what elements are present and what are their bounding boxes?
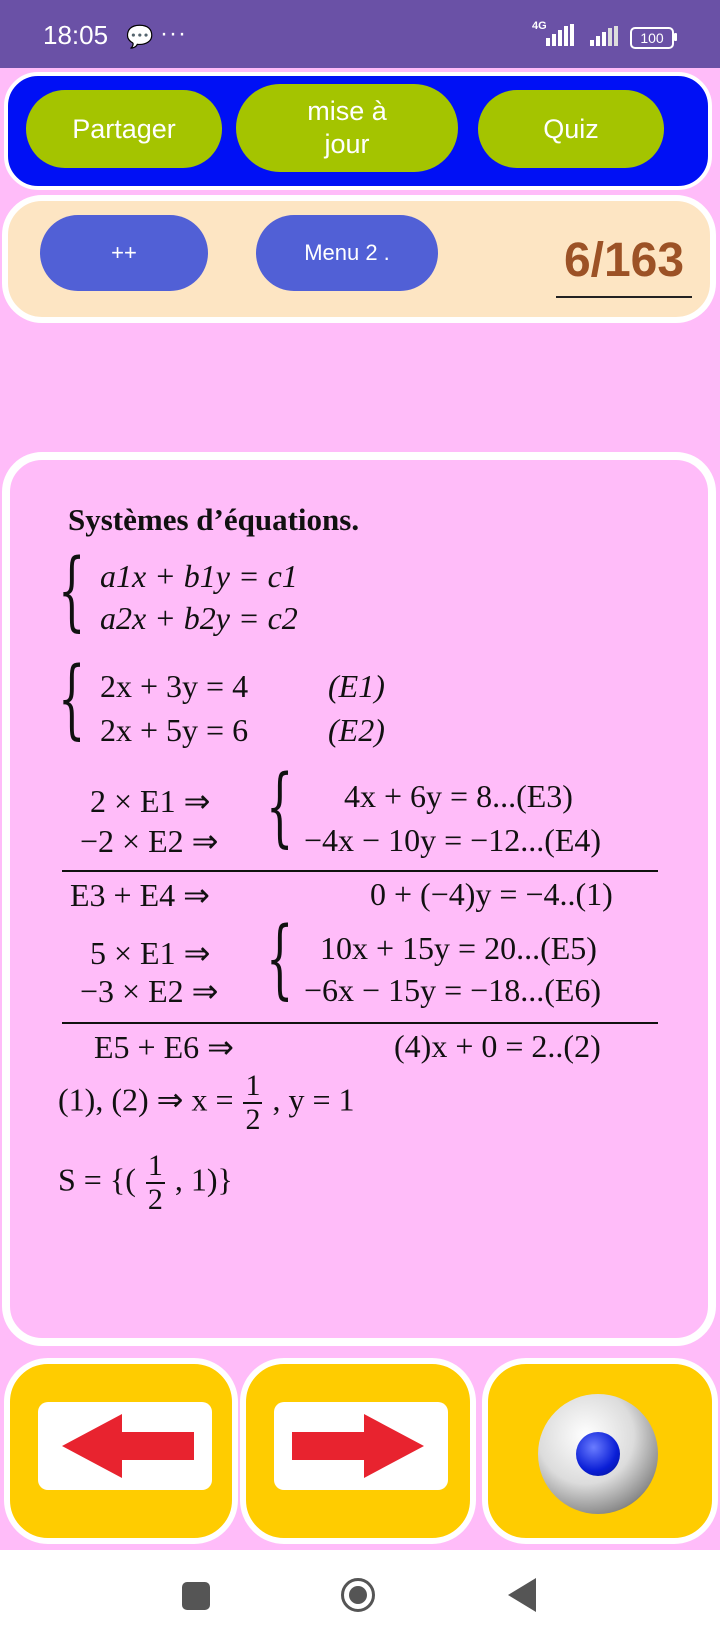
back-icon[interactable] [508,1578,536,1612]
next-button[interactable] [240,1358,476,1544]
share-button[interactable]: Partager [26,90,222,168]
solution-denominator: 2 [147,1183,163,1216]
brace-system: { [58,649,86,749]
result-suffix: , y = 1 [272,1081,355,1118]
recents-icon[interactable] [182,1582,210,1610]
quiz-button[interactable]: Quiz [478,90,664,168]
step2-left-2: −3 × E2 ⇒ [80,973,219,1009]
right-arrow-icon [274,1402,448,1490]
step2-left-1: 5 × E1 ⇒ [90,935,211,971]
result-prefix: (1), (2) ⇒ x = [58,1081,234,1118]
previous-card [38,1402,212,1490]
step2-divider [62,1022,658,1024]
solution-prefix: S = {( [58,1161,136,1198]
status-bar [0,0,720,68]
system-eq-1: 2x + 3y = 4 [100,668,249,704]
round-button-dot [576,1432,620,1476]
lesson-title: Systèmes d’équations. [68,502,360,537]
top-toolbar [4,72,712,190]
left-arrow-icon [38,1402,212,1490]
step2-sum-left: E5 + E6 ⇒ [94,1029,234,1065]
result-line [58,1070,355,1136]
step1-right-2: −4x − 10y = −12...(E4) [304,822,602,858]
home-icon-dot [349,1586,367,1604]
solution-fraction [146,1150,165,1216]
system-eq-2: 2x + 5y = 6 [100,712,249,748]
brace-step2: { [266,909,294,1009]
next-card [274,1402,448,1490]
brace-general: { [58,541,86,641]
battery-tip [674,33,677,41]
result-numerator: 1 [245,1069,261,1102]
signal-secondary-icon [588,26,624,46]
update-button[interactable]: mise à jour [236,84,458,172]
system-tag-2: (E2) [328,712,385,748]
step1-sum-left: E3 + E4 ⇒ [70,877,210,913]
previous-button[interactable] [4,1358,238,1544]
general-eq-1: a1x + b1y = c1 [100,558,298,594]
result-fraction [243,1070,262,1136]
solution-numerator: 1 [147,1149,163,1182]
battery-icon: 100 [630,27,674,49]
message-icon: 💬 [126,24,154,49]
menu2-button[interactable]: Menu 2 . [256,215,438,291]
signal-icon [532,24,578,46]
network-type: 4G [532,20,547,32]
page-counter: 6/163 [556,234,692,298]
brace-step1: { [266,757,294,857]
step1-sum-right: 0 + (−4)y = −4..(1) [370,876,613,912]
step2-right-1: 10x + 15y = 20...(E5) [320,930,597,966]
result-denominator: 2 [245,1103,261,1136]
step1-left-2: −2 × E2 ⇒ [80,823,219,859]
step1-right-1: 4x + 6y = 8...(E3) [344,778,573,814]
step1-divider [62,870,658,872]
more-dots-icon: ··· [160,20,187,47]
step1-left-1: 2 × E1 ⇒ [90,783,211,819]
system-tag-1: (E1) [328,668,385,704]
plus-button[interactable]: ++ [40,215,208,291]
step2-sum-right: (4)x + 0 = 2..(2) [394,1028,601,1064]
record-button[interactable] [482,1358,718,1544]
status-time: 18:05 [43,20,109,50]
general-eq-2: a2x + b2y = c2 [100,600,298,636]
solution-line [58,1150,233,1216]
round-button-icon [538,1394,658,1514]
step2-right-2: −6x − 15y = −18...(E6) [304,972,602,1008]
solution-suffix: , 1)} [174,1161,233,1198]
bottom-toolbar [0,1354,720,1550]
